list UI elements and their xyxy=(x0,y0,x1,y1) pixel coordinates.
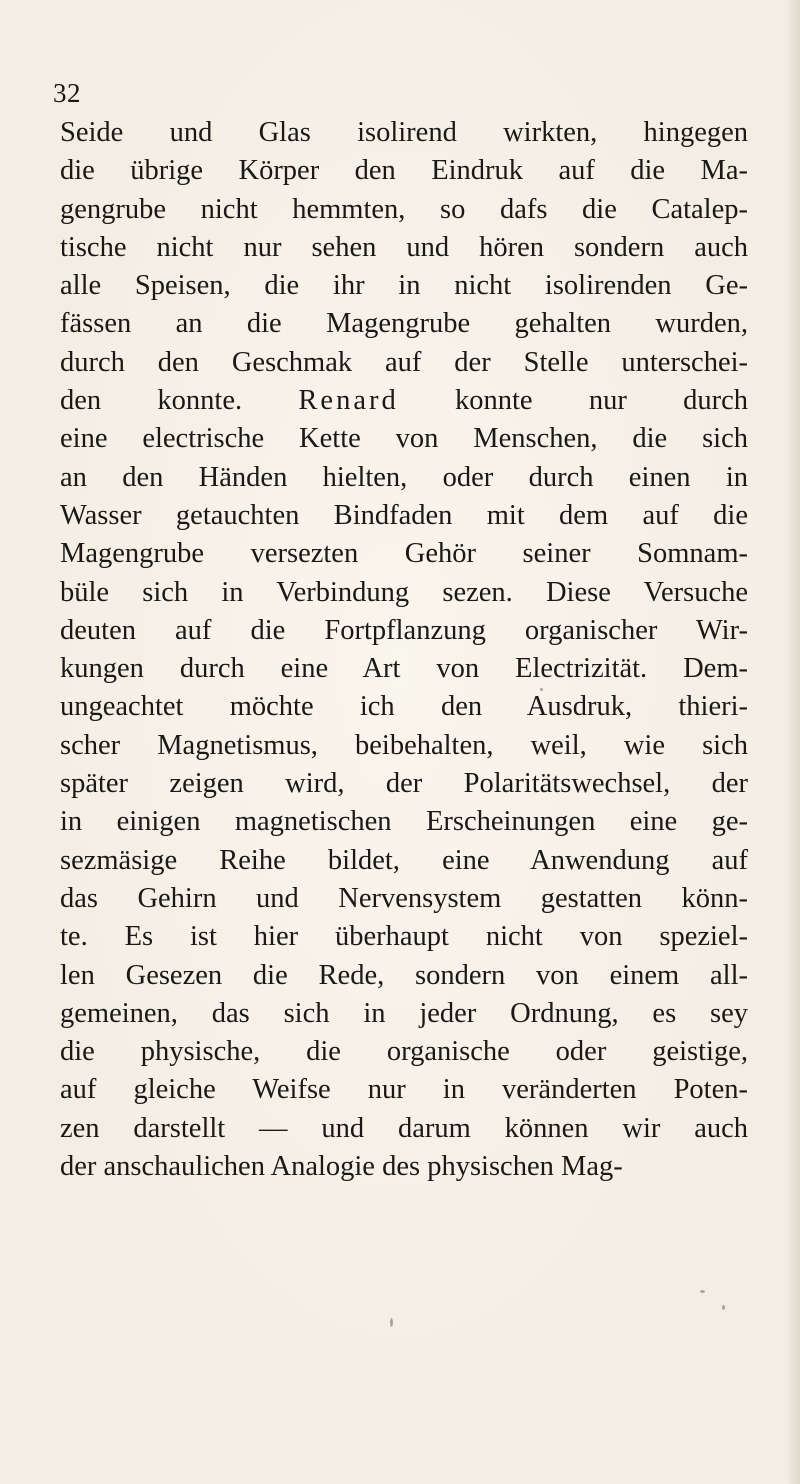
text-line: das Gehirn und Nervensystem gestatten könn- xyxy=(60,882,748,914)
text-line: kungen durch eine Art von Electrizität. Dem- xyxy=(60,653,748,685)
text-line: Magengrube versezten Gehör seiner Somnam- xyxy=(60,538,748,570)
text-line: in einigen magnetischen Erscheinungen eine ge- xyxy=(60,806,748,838)
paper-speck xyxy=(540,688,543,691)
text-line: gengrube nicht hemmten, so dafs die Catalep- xyxy=(60,193,748,225)
text-line: durch den Geschmak auf der Stelle unterschei- xyxy=(60,346,748,378)
text-line: fässen an die Magengrube gehalten wurden, xyxy=(60,308,748,340)
person-name-renard: Renard xyxy=(298,385,399,417)
text-line: eine electrische Kette von Menschen, die sich xyxy=(60,423,748,455)
paper-speck xyxy=(700,1290,705,1293)
text-line: der anschaulichen Analogie des physischen Mag- xyxy=(60,1151,623,1183)
paper-speck xyxy=(390,1318,393,1327)
line-start: den konnte. xyxy=(60,385,243,417)
text-line: ungeachtet möchte ich den Ausdruk, thieri- xyxy=(60,691,748,723)
text-line: Wasser getauchten Bindfaden mit dem auf die xyxy=(60,499,748,531)
text-line: Seide und Glas isolirend wirkten, hingegen xyxy=(60,117,748,148)
text-line: zen darstellt — und darum können wir auch xyxy=(60,1112,748,1144)
page-number: 32 xyxy=(53,78,81,108)
page-edge-shadow xyxy=(786,0,800,1484)
text-line: büle sich in Verbindung sezen. Diese Versuche xyxy=(60,576,748,608)
text-line: len Gesezen die Rede, sondern von einem all- xyxy=(60,959,748,991)
body-text xyxy=(60,114,748,1186)
text-line: sezmäsige Reihe bildet, eine Anwendung auf xyxy=(60,844,748,876)
text-line: auf gleiche Weifse nur in veränderten Poten- xyxy=(60,1074,748,1106)
text-line: scher Magnetismus, beibehalten, weil, wie sich xyxy=(60,729,748,761)
text-line: tische nicht nur sehen und hören sondern auch xyxy=(60,231,748,263)
text-line: später zeigen wird, der Polaritätswechsel, der xyxy=(60,768,748,800)
line-end: konnte nur durch xyxy=(455,385,749,417)
text-line: gemeinen, das sich in jeder Ordnung, es sey xyxy=(60,997,748,1029)
text-line: an den Händen hielten, oder durch einen in xyxy=(60,461,748,493)
text-line: te. Es ist hier überhaupt nicht von speziel- xyxy=(60,921,748,953)
text-line: die übrige Körper den Eindruk auf die Ma- xyxy=(60,155,748,187)
text-line: die physische, die organische oder geistige, xyxy=(60,1036,748,1068)
text-line-with-name xyxy=(60,382,748,420)
paper-speck xyxy=(722,1305,725,1310)
text-line: deuten auf die Fortpflanzung organischer Wir- xyxy=(60,614,748,646)
text-line: alle Speisen, die ihr in nicht isolirenden Ge- xyxy=(60,270,748,302)
